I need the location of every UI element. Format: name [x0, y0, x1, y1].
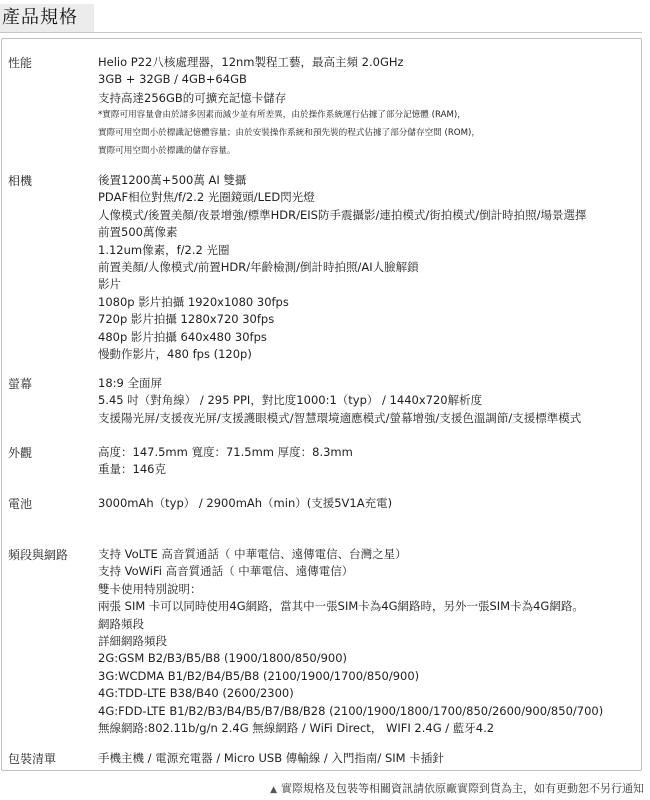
spec-label: 性能: [8, 56, 33, 70]
spec-line: 支持 VoWiFi 高音質通話（ 中華電信、遠傳電信）: [98, 564, 354, 579]
spec-note: 實際可用空間小於標識的儲存容量。: [98, 146, 236, 157]
page-title: 產品規格: [0, 4, 94, 32]
spec-line: 4G:TDD-LTE B38/B40 (2600/2300): [98, 686, 294, 701]
spec-values: [98, 750, 638, 767]
spec-line: 2G:GSM B2/B3/B5/B8 (1900/1800/850/900): [98, 651, 348, 666]
spec-line: 雙卡使用特別說明：: [98, 581, 202, 596]
spec-line: 前置500萬像素: [98, 225, 178, 240]
spec-line: 1080p 影片拍攝 1920x1080 30fps: [98, 294, 289, 309]
spec-line: 480p 影片拍攝 640x480 30fps: [98, 329, 267, 344]
spec-line: 影片: [98, 277, 121, 292]
title-divider: [0, 32, 642, 33]
spec-line: 3000mAh（typ） / 2900mAh（min）(支援5V1A充電): [98, 496, 393, 510]
spec-line: 1.12um像素，f/2.2 光圈: [98, 242, 230, 257]
spec-values: [98, 444, 638, 479]
spec-line: 重量：146克: [98, 462, 166, 477]
spec-line: 支持 VoLTE 高音質通話（ 中華電信、遠傳電信、台灣之星）: [98, 547, 407, 561]
spec-values: [98, 375, 638, 427]
spec-line: 支援陽光屏/支援夜光屏/支援護眼模式/智慧環境適應模式/螢幕增強/支援色溫調節/支援標準模式: [98, 410, 582, 425]
spec-line: PDAF相位對焦/f/2.2 光圈鏡頭/LED閃光燈: [98, 190, 315, 205]
spec-line: 人像模式/後置美顏/夜景增強/標準HDR/EIS防手震攝影/連拍模式/街拍模式/倒計時拍照/場景選擇: [98, 207, 587, 222]
spec-line: 3GB + 32GB / 4GB+64GB: [98, 72, 247, 87]
spec-line: 3G:WCDMA B1/B2/B4/B5/B8 (2100/1900/1700/850/900): [98, 668, 420, 683]
spec-line: 5.45 吋（對角線） / 295 PPI，對比度1000:1（typ） / 1440x720解析度: [98, 393, 483, 408]
spec-label: 螢幕: [8, 377, 33, 391]
spec-values: [98, 495, 638, 512]
spec-line: 慢動作影片，480 fps (120p): [98, 347, 252, 362]
spec-values: [98, 546, 638, 737]
spec-line: 支持高達256GB的可擴充記憶卡儲存: [98, 90, 287, 105]
spec-values: [98, 54, 638, 159]
spec-note: 實際可用空間小於標識記憶體容量；由於安裝操作系統和預先裝的程式佔據了部分儲存空間 (ROM)，: [98, 128, 480, 139]
spec-note: *實際可用容量會由於諸多因素而減少並有所差異，由於操作系統運行佔據了部分記憶體 (RAM)，: [98, 110, 466, 121]
spec-line: 無線網路:802.11b/g/n 2.4G 無線網路 / WiFi Direct， WIFI 2.4G / 藍牙4.2: [98, 721, 495, 736]
disclaimer-note: [270, 781, 644, 798]
disclaimer-text: 實際規格及包裝等相關資訊請依原廠實際到貨為主，如有更動恕不另行通知: [281, 782, 644, 795]
spec-table: [1, 38, 642, 771]
spec-line: 4G:FDD-LTE B1/B2/B3/B4/B5/B7/B8/B28 (2100/1900/1800/1700/850/2600/900/850/700): [98, 703, 604, 718]
spec-label: 包裝清單: [8, 752, 57, 766]
spec-label: 外觀: [8, 446, 33, 460]
spec-line: 前置美顏/人像模式/前置HDR/年齡檢測/倒計時拍照/AI人臉解鎖: [98, 260, 419, 275]
spec-label: 相機: [8, 174, 33, 188]
spec-values: [98, 172, 638, 363]
spec-line: 720p 影片拍攝 1280x720 30fps: [98, 312, 275, 327]
triangle-up-icon: ▲: [270, 785, 277, 795]
spec-line: Helio P22八核處理器，12nm製程工藝，最高主頻 2.0GHz: [98, 55, 404, 69]
spec-line: 18:9 全面屏: [98, 376, 162, 390]
spec-line: 手機主機 / 電源充電器 / Micro USB 傳輸線 / 入門指南/ SIM 卡插針: [98, 751, 444, 765]
spec-line: 後置1200萬+500萬 AI 雙攝: [98, 173, 247, 187]
spec-label: 頻段與網路: [8, 548, 69, 562]
spec-line: 網路頻段: [98, 616, 144, 631]
spec-label: 電池: [8, 497, 33, 511]
spec-line: 詳細網路頻段: [98, 634, 167, 649]
spec-line: 兩張 SIM 卡可以同時使用4G網路，當其中一張SIM卡為4G網路時，另外一張SIM卡為4G網路。: [98, 599, 584, 614]
spec-line: 高度：147.5mm 寬度：71.5mm 厚度：8.3mm: [98, 445, 353, 459]
